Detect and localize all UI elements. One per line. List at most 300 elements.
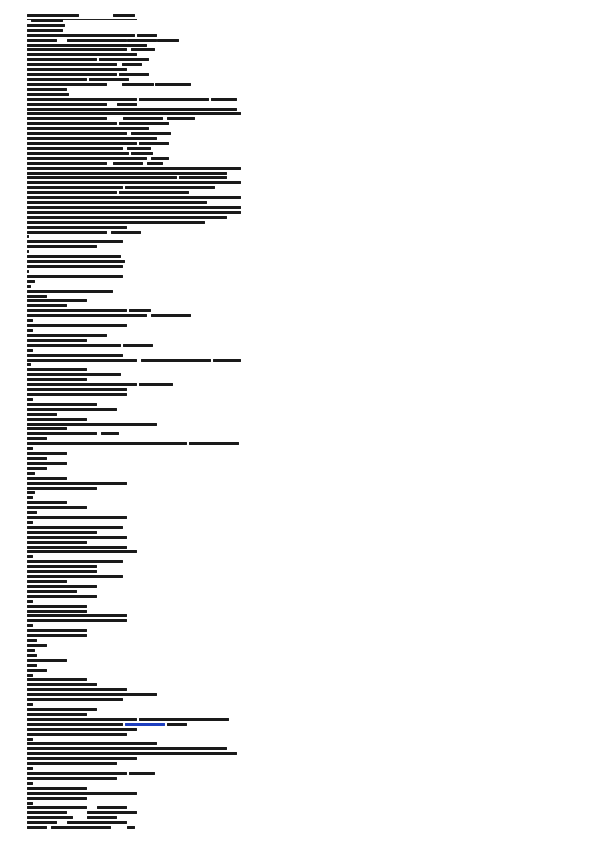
document-text-line xyxy=(27,511,241,514)
text-segment xyxy=(27,157,147,160)
document-text-line xyxy=(27,423,241,426)
text-segment xyxy=(27,728,137,731)
text-segment xyxy=(125,186,215,189)
text-segment xyxy=(27,265,123,268)
document-text-line xyxy=(27,329,241,332)
text-segment xyxy=(27,772,127,775)
text-segment xyxy=(27,619,127,622)
document-text-line xyxy=(27,447,241,450)
text-segment xyxy=(27,73,117,76)
text-segment xyxy=(27,521,33,524)
text-segment xyxy=(67,821,127,824)
text-segment xyxy=(27,432,97,435)
document-text-line xyxy=(27,787,241,790)
document-text-line xyxy=(27,565,241,568)
text-segment xyxy=(139,718,229,721)
document-text-line xyxy=(27,659,241,662)
text-segment xyxy=(27,167,241,170)
document-text-line xyxy=(27,29,241,32)
text-segment xyxy=(155,83,191,86)
text-segment xyxy=(27,423,157,426)
document-text-line xyxy=(27,221,241,224)
text-segment xyxy=(27,39,57,42)
document-text-line xyxy=(27,693,241,696)
text-segment xyxy=(27,314,147,317)
text-segment xyxy=(27,359,137,362)
document-text-line xyxy=(27,152,241,155)
text-segment xyxy=(27,580,67,583)
text-segment xyxy=(27,777,117,780)
text-segment xyxy=(121,14,135,17)
text-segment xyxy=(213,359,241,362)
text-segment xyxy=(27,319,33,322)
text-segment xyxy=(111,231,141,234)
document-text-line xyxy=(27,757,241,760)
text-segment xyxy=(27,176,177,179)
document-text-line xyxy=(27,570,241,573)
document-text-line xyxy=(27,68,241,71)
text-segment xyxy=(27,162,107,165)
document-text-line xyxy=(27,782,241,785)
text-segment xyxy=(27,53,137,56)
text-segment xyxy=(27,550,137,553)
document-text-line xyxy=(27,388,241,391)
document-text-line xyxy=(27,344,241,347)
document-text-line xyxy=(27,393,241,396)
document-text-line xyxy=(27,231,241,234)
document-text-line xyxy=(27,24,241,27)
document-text-line xyxy=(27,496,241,499)
document-text-line xyxy=(27,363,241,366)
text-segment xyxy=(27,280,35,283)
text-segment xyxy=(27,757,137,760)
text-segment xyxy=(87,811,137,814)
text-segment xyxy=(27,506,87,509)
text-segment xyxy=(117,103,137,106)
text-segment xyxy=(211,98,237,101)
document-text-line xyxy=(27,334,241,337)
document-text-line xyxy=(27,688,241,691)
text-segment xyxy=(27,103,107,106)
document-text-line xyxy=(27,678,241,681)
text-segment xyxy=(27,649,35,652)
document-text-line xyxy=(27,600,241,603)
document-text-line xyxy=(27,78,241,81)
text-segment xyxy=(27,782,33,785)
text-segment xyxy=(27,290,113,293)
document-text-line xyxy=(27,821,241,824)
text-segment xyxy=(27,802,33,805)
document-text-line xyxy=(27,590,241,593)
document-text-line xyxy=(27,550,241,553)
text-segment xyxy=(27,703,33,706)
document-text-line xyxy=(27,452,241,455)
document-text-line xyxy=(27,477,241,480)
text-segment xyxy=(27,526,123,529)
text-segment xyxy=(27,196,241,199)
text-segment xyxy=(27,752,237,755)
document-text-line xyxy=(27,595,241,598)
document-text-line xyxy=(27,811,241,814)
document-text-line xyxy=(27,176,241,179)
document-text-line xyxy=(27,462,241,465)
text-segment xyxy=(27,688,127,691)
text-segment xyxy=(27,245,97,248)
text-segment xyxy=(27,142,137,145)
text-segment xyxy=(27,487,97,490)
document-text-line xyxy=(27,723,241,726)
document-body xyxy=(27,14,241,830)
text-segment xyxy=(27,491,35,494)
document-text-line xyxy=(27,88,241,91)
text-segment xyxy=(27,536,127,539)
text-segment xyxy=(27,437,47,440)
document-text-line xyxy=(27,427,241,430)
text-segment xyxy=(27,501,67,504)
document-text-line xyxy=(27,772,241,775)
text-segment xyxy=(167,117,195,120)
document-text-line xyxy=(27,747,241,750)
document-text-line xyxy=(27,216,241,219)
text-segment xyxy=(27,112,241,115)
document-text-line xyxy=(27,383,241,386)
document-text-line xyxy=(27,683,241,686)
document-text-line xyxy=(27,467,241,470)
text-segment xyxy=(139,383,173,386)
text-segment xyxy=(27,447,33,450)
text-segment xyxy=(27,339,87,342)
document-text-line xyxy=(27,738,241,741)
text-segment xyxy=(27,181,241,184)
document-text-line xyxy=(27,762,241,765)
text-segment xyxy=(137,34,157,37)
text-segment xyxy=(27,610,87,613)
text-segment xyxy=(27,482,127,485)
text-segment xyxy=(27,427,67,430)
document-text-line xyxy=(27,605,241,608)
document-text-line xyxy=(27,585,241,588)
document-text-line xyxy=(27,826,241,829)
document-link[interactable] xyxy=(125,723,165,726)
text-segment xyxy=(27,186,123,189)
text-segment xyxy=(27,231,107,234)
text-segment xyxy=(27,708,97,711)
text-segment xyxy=(27,299,87,302)
document-text-line xyxy=(27,418,241,421)
text-segment xyxy=(99,58,149,61)
document-text-line xyxy=(27,44,241,47)
document-text-line xyxy=(27,83,241,86)
text-segment xyxy=(167,723,187,726)
text-segment xyxy=(27,733,127,736)
document-text-line xyxy=(27,314,241,317)
document-text-line xyxy=(27,575,241,578)
document-text-line xyxy=(27,506,241,509)
text-segment xyxy=(27,747,227,750)
text-segment xyxy=(27,221,205,224)
document-text-line xyxy=(27,487,241,490)
text-segment xyxy=(141,359,211,362)
text-segment xyxy=(27,354,123,357)
document-text-line xyxy=(27,708,241,711)
document-text-line xyxy=(27,802,241,805)
text-segment xyxy=(67,39,127,42)
text-segment xyxy=(51,826,111,829)
text-segment xyxy=(27,373,121,376)
document-text-line xyxy=(27,112,241,115)
document-text-line xyxy=(27,629,241,632)
text-segment xyxy=(27,570,97,573)
document-text-line xyxy=(27,167,241,170)
text-segment xyxy=(27,467,47,470)
text-segment xyxy=(27,83,107,86)
text-segment xyxy=(27,742,157,745)
document-text-line xyxy=(27,172,241,175)
text-segment xyxy=(27,68,127,71)
document-text-line xyxy=(27,122,241,125)
document-text-line xyxy=(27,132,241,135)
document-text-line xyxy=(27,19,241,22)
document-text-line xyxy=(27,733,241,736)
text-segment xyxy=(27,797,87,800)
text-segment xyxy=(27,585,97,588)
text-segment xyxy=(27,669,47,672)
text-segment xyxy=(27,201,207,204)
document-text-line xyxy=(27,806,241,809)
document-text-line xyxy=(27,398,241,401)
text-segment xyxy=(27,44,147,47)
text-segment xyxy=(87,816,117,819)
text-segment xyxy=(27,738,33,741)
text-segment xyxy=(27,349,33,352)
document-text-line xyxy=(27,521,241,524)
document-text-line xyxy=(27,767,241,770)
text-segment xyxy=(189,442,239,445)
text-segment xyxy=(27,408,117,411)
text-segment xyxy=(151,157,169,160)
document-text-line xyxy=(27,516,241,519)
text-segment xyxy=(131,132,171,135)
document-text-line xyxy=(27,491,241,494)
document-text-line xyxy=(27,482,241,485)
text-segment xyxy=(27,255,121,258)
text-segment xyxy=(27,418,87,421)
document-text-line xyxy=(27,614,241,617)
text-segment xyxy=(27,664,37,667)
text-segment xyxy=(27,762,117,765)
text-segment xyxy=(27,285,31,288)
text-segment xyxy=(27,398,33,401)
text-segment xyxy=(27,821,57,824)
document-text-line xyxy=(27,240,241,243)
document-text-line xyxy=(27,664,241,667)
text-segment xyxy=(27,48,127,51)
text-segment xyxy=(27,767,33,770)
document-text-line xyxy=(27,270,241,273)
text-segment xyxy=(27,806,87,809)
document-text-line xyxy=(27,703,241,706)
text-segment xyxy=(27,634,87,637)
text-segment xyxy=(119,191,189,194)
document-text-line xyxy=(27,265,241,268)
text-segment xyxy=(27,324,127,327)
text-segment xyxy=(27,304,67,307)
document-text-line xyxy=(27,432,241,435)
text-segment xyxy=(27,216,227,219)
text-segment xyxy=(27,211,241,214)
document-text-line xyxy=(27,797,241,800)
text-segment xyxy=(27,605,87,608)
text-segment xyxy=(27,590,77,593)
text-segment xyxy=(151,314,191,317)
document-text-line xyxy=(27,73,241,76)
text-segment xyxy=(122,83,154,86)
text-segment xyxy=(27,698,123,701)
document-text-line xyxy=(27,108,241,111)
document-text-line xyxy=(27,403,241,406)
text-segment xyxy=(27,659,67,662)
text-segment xyxy=(27,457,47,460)
text-segment xyxy=(123,344,153,347)
document-text-line xyxy=(27,157,241,160)
document-text-line xyxy=(27,368,241,371)
text-segment xyxy=(27,541,87,544)
text-segment xyxy=(27,122,117,125)
text-segment xyxy=(27,600,33,603)
text-segment xyxy=(119,73,149,76)
text-segment xyxy=(27,575,123,578)
document-text-line xyxy=(27,354,241,357)
document-text-line xyxy=(27,295,241,298)
document-text-line xyxy=(27,260,241,263)
text-segment xyxy=(27,560,123,563)
document-text-line xyxy=(27,206,241,209)
text-segment xyxy=(27,413,57,416)
document-text-line xyxy=(27,792,241,795)
document-text-line xyxy=(27,555,241,558)
text-segment xyxy=(27,693,157,696)
text-segment xyxy=(129,309,151,312)
text-segment xyxy=(27,477,67,480)
text-segment xyxy=(27,24,65,27)
document-text-line xyxy=(27,408,241,411)
text-segment xyxy=(27,63,117,66)
text-segment xyxy=(27,363,31,366)
document-text-line xyxy=(27,728,241,731)
document-text-line xyxy=(27,34,241,37)
document-text-line xyxy=(27,777,241,780)
document-text-line xyxy=(27,654,241,657)
text-segment xyxy=(139,142,169,145)
text-segment xyxy=(27,383,137,386)
document-text-line xyxy=(27,127,241,130)
text-segment xyxy=(27,644,47,647)
document-text-line xyxy=(27,669,241,672)
text-segment xyxy=(27,639,37,642)
document-text-line xyxy=(27,373,241,376)
text-segment xyxy=(31,19,63,22)
text-segment xyxy=(27,624,33,627)
text-segment xyxy=(27,127,149,130)
text-segment xyxy=(27,191,117,194)
text-segment xyxy=(27,270,29,273)
text-segment xyxy=(27,108,237,111)
document-text-line xyxy=(27,359,241,362)
text-segment xyxy=(27,250,29,253)
text-segment xyxy=(101,432,119,435)
text-segment xyxy=(122,63,142,66)
text-segment xyxy=(27,378,87,381)
text-segment xyxy=(27,496,33,499)
document-text-line xyxy=(27,93,241,96)
document-text-line xyxy=(27,299,241,302)
document-text-line xyxy=(27,816,241,819)
text-segment xyxy=(27,723,123,726)
document-text-line xyxy=(27,718,241,721)
document-text-line xyxy=(27,339,241,342)
text-segment xyxy=(27,275,123,278)
text-segment xyxy=(27,240,123,243)
text-segment xyxy=(27,132,127,135)
document-text-line xyxy=(27,674,241,677)
document-text-line xyxy=(27,63,241,66)
document-text-line xyxy=(27,634,241,637)
text-segment xyxy=(157,39,179,42)
document-text-line xyxy=(27,649,241,652)
text-segment xyxy=(27,34,135,37)
text-segment xyxy=(27,334,107,337)
text-segment xyxy=(27,14,79,17)
document-text-line xyxy=(27,186,241,189)
document-text-line xyxy=(27,211,241,214)
text-segment xyxy=(27,29,63,32)
text-segment xyxy=(27,206,241,209)
text-segment xyxy=(27,368,87,371)
document-text-line xyxy=(27,580,241,583)
document-text-line xyxy=(27,280,241,283)
document-text-line xyxy=(27,349,241,352)
text-segment xyxy=(27,93,69,96)
text-segment xyxy=(113,162,143,165)
document-text-line xyxy=(27,245,241,248)
document-text-line xyxy=(27,39,241,42)
text-segment xyxy=(27,654,37,657)
document-text-line xyxy=(27,442,241,445)
text-segment xyxy=(27,531,97,534)
text-segment xyxy=(139,98,209,101)
document-text-line xyxy=(27,290,241,293)
document-text-line xyxy=(27,742,241,745)
document-text-line xyxy=(27,472,241,475)
text-segment xyxy=(27,344,121,347)
text-segment xyxy=(119,122,169,125)
document-text-line xyxy=(27,457,241,460)
document-text-line xyxy=(27,98,241,101)
document-text-line xyxy=(27,531,241,534)
document-text-line xyxy=(27,413,241,416)
text-segment xyxy=(27,226,127,229)
text-segment xyxy=(27,78,87,81)
text-segment xyxy=(27,117,107,120)
document-text-line xyxy=(27,48,241,51)
document-text-line xyxy=(27,53,241,56)
text-segment xyxy=(27,98,137,101)
document-text-line xyxy=(27,319,241,322)
text-segment xyxy=(97,806,127,809)
document-text-line xyxy=(27,142,241,145)
text-segment xyxy=(27,88,67,91)
text-segment xyxy=(179,176,227,179)
